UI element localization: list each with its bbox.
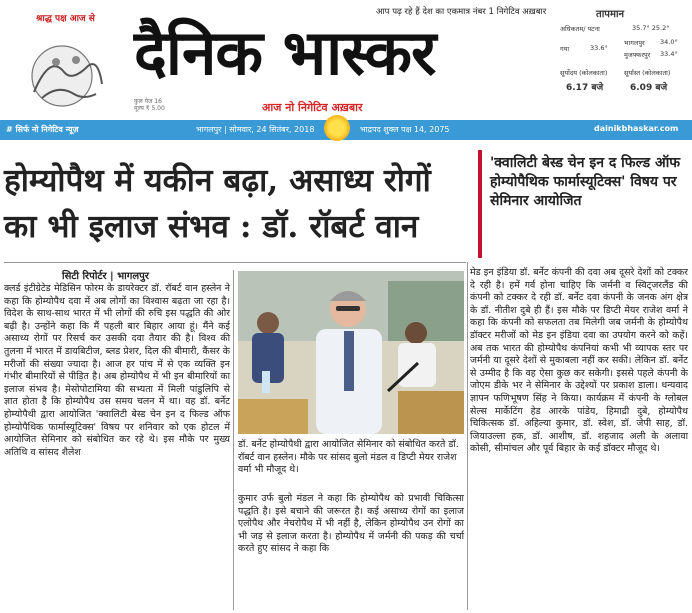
- weather-row-patna-label: अधिकतम/ पटना: [560, 25, 600, 33]
- headline: [4, 158, 474, 250]
- weather-row-bhagalpur-label: भागलपुर: [624, 39, 645, 47]
- sunset-time: 6.09 बजे: [630, 83, 668, 93]
- divider: [4, 262, 466, 263]
- side-box-text: 'क्वालिटी बेस्ड चेन इन द फिल्ड ऑफ होम्योपैथिक फार्मास्यूटिक्स' विषय पर सेमिनार आयोजित: [490, 155, 681, 209]
- sunrise-time: 6.17 बजे: [566, 83, 604, 93]
- seminar-photo: [238, 271, 464, 434]
- band-samvat: भाद्रपद शुक्ल पक्ष 14, 2075: [360, 125, 450, 134]
- column-rule-2: [467, 262, 468, 610]
- masthead-top-tagline: आप पढ़ रहे हैं देश का एकमात्र नंबर 1 निगेटिव अख़बार: [376, 7, 547, 17]
- column-rule-1: [233, 270, 234, 610]
- article-column-3: मेड इन इंडिया डॉ. बर्नेट कंपनी की दवा अब दूसरे देशों को टक्कर दे रही है। हमें गर्व होना चाहिए कि जर्मनी व स्विट्जरलैंड की कंपनी को टक्कर दे रही डॉ. बर्नेट दवा कंपनी के जनक अंग क्षेत्र के डॉ. नीतीश दुबे ही हैं। इस मौके पर डिप्टी मेयर राजेश वर्मा ने कहा कि कंपनी को सफलता तब मिलेगी जब जर्मनी के होम्योपैथ डॉक्टर मरीजों को मेड इन इंडिया दवा का उपयोग करने को कहें। अब तक भारत की होम्योपैथ कंपनियां कभी भी व्यापक स्तर पर जर्मनी या दूसरे देशों से मुकाबला नहीं कर सकी। लेकिन डॉ. बर्नेट से उम्मीद है कि वह ऐसा कुछ कर सकेगी। इससे पहले कंपनी के जोएम डीके भर ने सेमिनार के उद्देश्यों पर प्रकाश डाला। धन्यवाद ज्ञापन फणिभूषण सिंह ने किया। कार्यक्रम में कंपनी के ग्लोबल सेल्स मार्केटिंग हेड आरके पांडेय, हिमाद्री दुबे, होम्योपैथ चिकित्सक डॉ. अहिल्या कुमार, डॉ. स्वेश, डॉ. जेपी साह, डॉ. जियाउल्ला हक, डॉ. आशीष, डॉ. शहजाद अली के अलावा कोसी, सीमांचल और पूर्व बिहार के कई डॉक्टर मौजूद थे।: [470, 267, 688, 455]
- band-no-negative: # सिर्फ नो निगेटिव न्यूज़: [6, 125, 79, 134]
- sunrise-label: सूर्योदय (कोलकाता): [560, 69, 608, 77]
- weather-row-muzaffarpur-label: मुजफ्फरपुर: [624, 51, 651, 59]
- band-website: dainikbhaskar.com: [594, 124, 679, 133]
- photo-caption: डॉ. बर्नेट होम्योपैथी द्वारा आयोजित सेमिनार को संबोधित करते डॉ. रॉबर्ट वान हस्लेन। मौके पर सांसद बुलो मंडल व डिप्टी मेयर राजेश वर्मा भी मौजूद थे।: [238, 439, 459, 476]
- article-column-1: क्लर्ड इंटीग्रेटेड मेडिसिन फोरम के डायरेक्टर डॉ. रॉबर्ट वान हस्लेन ने कहा कि होम्योपैथ दवा में अब लोगों का विश्वास बढ़ता जा रहा है। विदेश के साथ-साथ भारत में भी लोगों की रुचि इस पद्धति की ओर बढ़ी है। उन्होंने कहा कि मैं पहली बार बिहार आया हूं। मैंने कई असाध्य रोगों पर रिसर्च कर उसकी दवा तैयार की है। विश्व की तुलना में भारत में डायबिटीज, ब्लड प्रेशर, दिल की बीमारी, कैंसर के मरीजों की संख्या ज्यादा है। आज हर पांच में से एक व्यक्ति इन गंभीर बीमारियों से पीड़ित है। अब होम्योपैथ में भी इन बीमारियों का इलाज संभव है। मेसोपोटामिया की सभ्यता में मिली पांडुलिपि से ज्ञात होता है कि होम्योपैथ उस समय चलन में था। वह डॉ. बर्नेट होम्योपैथी द्वारा आयोजित 'क्वालिटी बेस्ड चेन इन द फिल्ड ऑफ होम्योपैथिक फार्मास्यूटिक्स' विषय पर शनिवार को एक होटल में आयोजित सेमिनार को संबोधित कर रहे थे। इस मौके पर मुख्य अतिथि व सांसद शैलेश: [4, 283, 230, 458]
- hands-emblem-icon: [12, 14, 124, 114]
- shraddh-emblem: [12, 14, 124, 114]
- sun-logo-icon: [324, 115, 350, 141]
- headline-line-2: का भी इलाज संभव : डॉ. रॉबर्ट वान: [4, 208, 419, 245]
- edition-pages: कुल पेज 16: [134, 98, 162, 105]
- headline-line-1: होम्योपैथ में यकीन बढ़ा, असाध्य रोगों: [4, 162, 431, 199]
- weather-row-muzaffarpur-value: 33.4°: [660, 50, 678, 58]
- weather-title: तापमान: [596, 9, 625, 20]
- band-date: भागलपुर | सोमवार, 24 सितंबर, 2018: [196, 125, 315, 134]
- newspaper-title: दैनिक भास्कर: [134, 16, 436, 89]
- edition-price: मूल्य ₹ 5.00: [134, 105, 165, 112]
- emblem-caption: श्राद्ध पक्ष आज से: [36, 14, 95, 24]
- weather-row-bhagalpur-value: 34.0°: [660, 38, 678, 46]
- seminar-side-box: [478, 150, 692, 258]
- byline: सिटी रिपोर्टर | भागलपुर: [62, 271, 149, 282]
- sunset-label: सूर्यास्त (कोलकाता): [624, 69, 671, 77]
- edition-info: [134, 98, 165, 112]
- weather-row-patna-value: 35.7° 25.2°: [632, 24, 670, 32]
- weather-row-gaya-label: गया: [560, 45, 570, 53]
- article-column-2: कुमार उर्फ बुलो मंडल ने कहा कि होम्योपैथ को प्रभावी चिकित्सा पद्धति है। इसे बचाने की जरूरत है। कई असाध्य रोगों का इलाज एलोपैथ और नेचरोपैथ में भी नहीं है, लेकिन होम्योपैथ उन रोगों का भी जड़ से इलाज करता है। होम्योपैथ में जर्मनी की पकड़ की चर्चा करते हुए सांसद ने कहा कि: [238, 493, 464, 555]
- masthead-tagline: आज नो निगेटिव अख़बार: [262, 101, 363, 114]
- masthead: [0, 0, 692, 118]
- seminar-photo-image: [238, 271, 464, 434]
- weather-row-gaya-value: 33.6°: [590, 44, 608, 52]
- weather-box: [560, 4, 686, 108]
